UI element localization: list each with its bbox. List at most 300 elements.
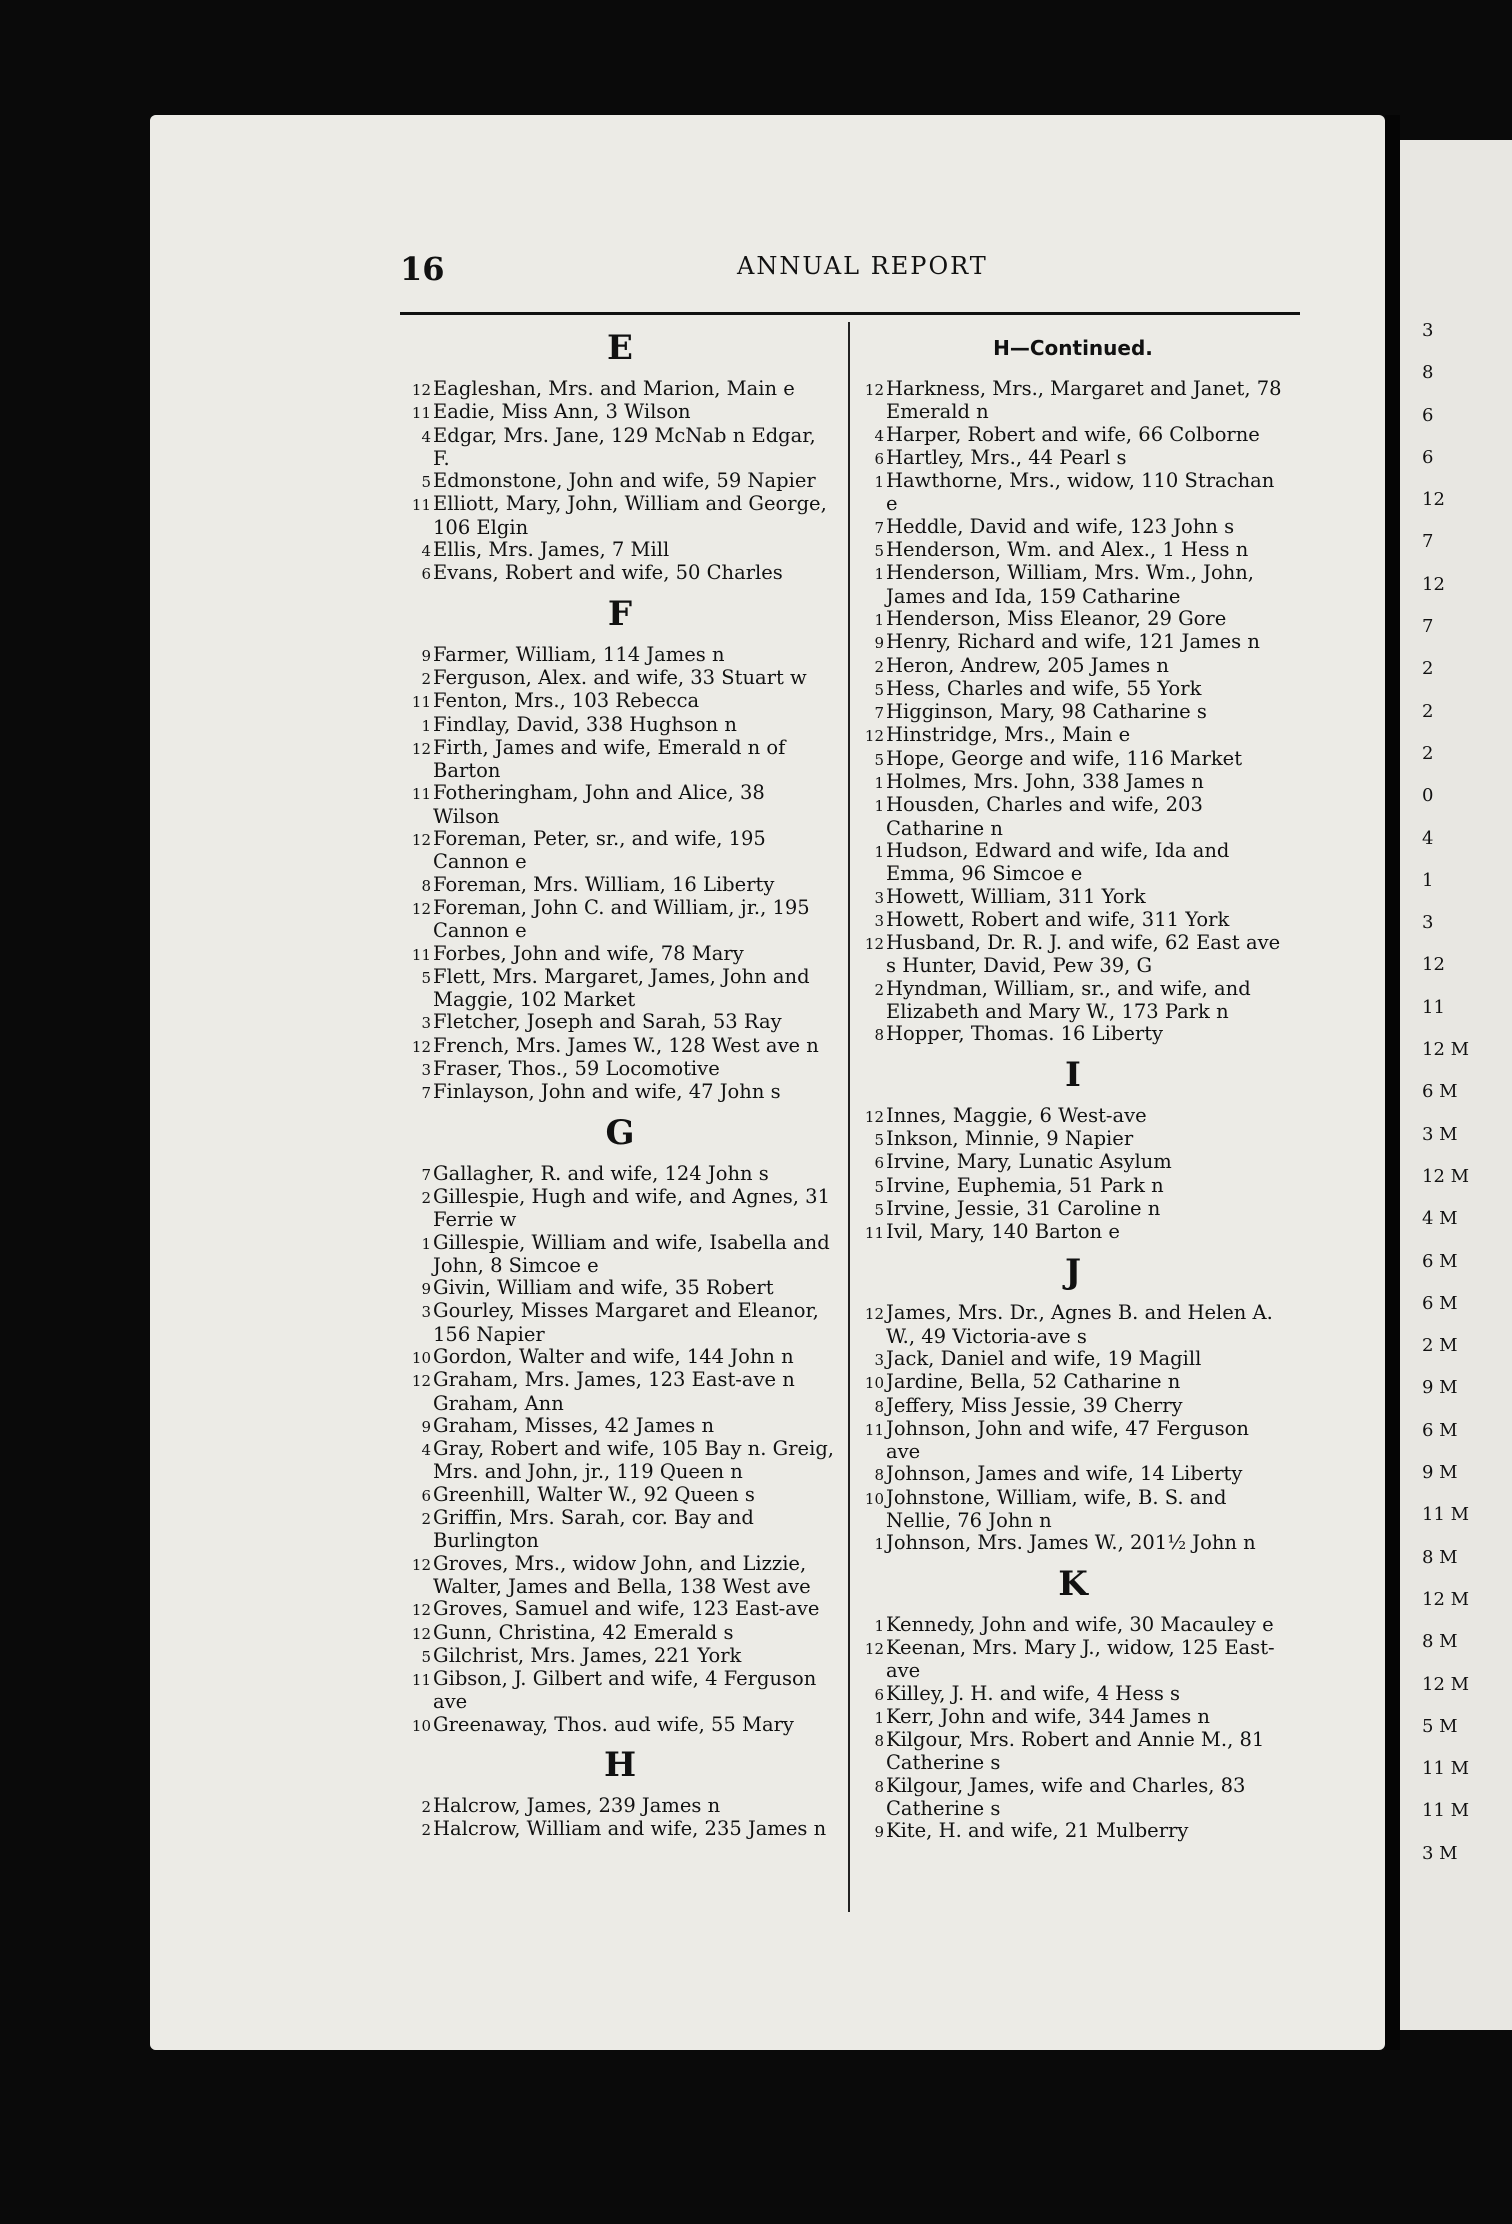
entry-district-number: 12 [411, 1372, 431, 1391]
directory-entry [858, 655, 1288, 678]
entry-text: Edmonstone, John and wife, 59 Napier [433, 469, 816, 493]
entry-text: Graham, Misses, 42 James n [433, 1413, 715, 1437]
entry-text: Johnson, Mrs. James W., 201½ John n [886, 1531, 1256, 1555]
edge-fragment: 2 [1422, 742, 1434, 764]
entry-text: Gordon, Walter and wife, 144 John n [433, 1344, 794, 1368]
entry-district-number: 10 [411, 1716, 431, 1735]
directory-entry [405, 470, 835, 493]
directory-entry [405, 539, 835, 562]
edge-fragment: 4 [1422, 827, 1434, 849]
directory-entry [405, 966, 835, 1012]
entry-text: Halcrow, William and wife, 235 James n [433, 1817, 827, 1841]
entry-district-number: 10 [411, 1348, 431, 1367]
entry-text: Edgar, Mrs. Jane, 129 McNab n Edgar, F. [433, 423, 816, 470]
section-letter: F [607, 593, 633, 634]
entry-district-number: 3 [874, 888, 884, 907]
entry-text: Givin, William and wife, 35 Robert [433, 1276, 774, 1300]
entry-district-number: 11 [411, 496, 431, 515]
directory-entry [858, 1463, 1288, 1486]
edge-fragment: 12 [1422, 489, 1445, 511]
directory-entry [405, 1300, 835, 1346]
entry-text: Hopper, Thomas. 16 Liberty [886, 1022, 1164, 1046]
directory-entry [405, 828, 835, 874]
directory-entry [858, 539, 1288, 562]
directory-entry [405, 1507, 835, 1553]
entry-district-number: 5 [874, 542, 884, 561]
edge-fragment: 11 [1422, 996, 1445, 1018]
entry-district-number: 6 [874, 1154, 884, 1173]
entry-district-number: 8 [874, 1026, 884, 1045]
entry-text: French, Mrs. James W., 128 West ave n [433, 1033, 819, 1057]
entry-district-number: 9 [874, 1823, 884, 1842]
directory-entry [405, 1714, 835, 1737]
entry-district-number: 9 [874, 634, 884, 653]
directory-entry [405, 874, 835, 897]
entry-district-number: 5 [421, 968, 431, 987]
directory-entry [858, 378, 1288, 424]
directory-entry [858, 1221, 1288, 1244]
entry-text: James, Mrs. Dr., Agnes B. and Helen A. W., 49 Victoria-ave s [886, 1301, 1273, 1348]
entry-district-number: 11 [411, 945, 431, 964]
directory-entry [405, 1232, 835, 1278]
entry-district-number: 5 [874, 750, 884, 769]
directory-entry [858, 1023, 1288, 1046]
entry-text: Innes, Maggie, 6 West-ave [886, 1103, 1147, 1127]
entry-text: Heddle, David and wife, 123 John s [886, 514, 1235, 538]
edge-fragment: 8 M [1422, 1631, 1458, 1653]
directory-entry [858, 724, 1288, 747]
edge-fragment: 3 M [1422, 1842, 1458, 1864]
entry-text: Harper, Robert and wife, 66 Colborne [886, 422, 1260, 446]
edge-fragment: 11 M [1422, 1800, 1470, 1822]
entry-district-number: 7 [421, 1084, 431, 1103]
directory-entry [405, 425, 835, 471]
entry-text: Gray, Robert and wife, 105 Bay n. Greig, Mrs. and John, jr., 119 Queen n [433, 1437, 834, 1484]
directory-entry [405, 714, 835, 737]
directory-entry [405, 1011, 835, 1034]
directory-entry [858, 1706, 1288, 1729]
edge-fragment: 6 M [1422, 1292, 1458, 1314]
entry-district-number: 12 [864, 1107, 884, 1126]
entry-text: Fletcher, Joseph and Sarah, 53 Ray [433, 1010, 782, 1034]
directory-entry [858, 470, 1288, 516]
directory-entry [858, 1532, 1288, 1555]
directory-entry [858, 1105, 1288, 1128]
entry-district-number: 6 [874, 1685, 884, 1704]
entry-district-number: 1 [874, 1535, 884, 1554]
entry-text: Kennedy, John and wife, 30 Macauley e [886, 1612, 1274, 1636]
entry-text: Ferguson, Alex. and wife, 33 Stuart w [433, 665, 807, 689]
entry-text: Forbes, John and wife, 78 Mary [433, 941, 744, 965]
entry-text: Irvine, Mary, Lunatic Asylum [886, 1150, 1172, 1174]
entry-text: Jardine, Bella, 52 Catharine n [886, 1370, 1181, 1394]
directory-entry [405, 1438, 835, 1484]
entry-district-number: 8 [874, 1397, 884, 1416]
entry-district-number: 10 [864, 1489, 884, 1508]
entry-district-number: 1 [874, 1708, 884, 1727]
directory-entry [858, 748, 1288, 771]
directory-entry [858, 1683, 1288, 1706]
directory-entry [858, 1302, 1288, 1348]
entry-text: Harkness, Mrs., Margaret and Janet, 78 Emerald n [886, 377, 1282, 424]
directory-entry [405, 943, 835, 966]
entry-text: Finlayson, John and wife, 47 John s [433, 1080, 781, 1104]
entry-district-number: 11 [411, 693, 431, 712]
entry-text: Henderson, Miss Eleanor, 29 Gore [886, 606, 1227, 630]
directory-entry [858, 1348, 1288, 1371]
entry-text: Gibson, J. Gilbert and wife, 4 Ferguson ave [433, 1667, 817, 1714]
directory-entry [858, 678, 1288, 701]
entry-district-number: 6 [874, 449, 884, 468]
directory-entry [405, 1795, 835, 1818]
entry-text: Groves, Mrs., widow John, and Lizzie, Walter, James and Bella, 138 West ave [433, 1551, 811, 1598]
entry-text: Ivil, Mary, 140 Barton e [886, 1220, 1120, 1244]
edge-fragment: 12 M [1422, 1588, 1470, 1610]
edge-fragment: 3 [1422, 912, 1434, 934]
edge-fragment: 9 M [1422, 1462, 1458, 1484]
entry-text: Eadie, Miss Ann, 3 Wilson [433, 400, 691, 424]
header-rule [400, 312, 1300, 315]
entry-text: Irvine, Jessie, 31 Caroline n [886, 1196, 1161, 1220]
entry-district-number: 1 [874, 610, 884, 629]
directory-entry [405, 1058, 835, 1081]
entry-district-number: 8 [874, 1732, 884, 1751]
edge-fragment: 9 M [1422, 1377, 1458, 1399]
edge-fragment: 2 [1422, 658, 1434, 680]
entry-text: Fotheringham, John and Alice, 38 Wilson [433, 781, 765, 828]
entry-district-number: 12 [864, 1639, 884, 1658]
entry-district-number: 10 [864, 1374, 884, 1393]
entry-text: Hudson, Edward and wife, Ida and Emma, 96 Simcoe e [886, 838, 1230, 886]
edge-fragment: 1 [1422, 869, 1434, 891]
entry-district-number: 5 [421, 1647, 431, 1666]
section-letter: H [603, 1745, 637, 1786]
entry-district-number: 2 [421, 1510, 431, 1529]
edge-fragment: 12 M [1422, 1039, 1470, 1061]
entry-text: Heron, Andrew, 205 James n [886, 653, 1169, 677]
directory-entry [405, 401, 835, 424]
directory-entry [405, 1163, 835, 1186]
directory-entry [858, 771, 1288, 794]
entry-district-number: 12 [411, 831, 431, 850]
edge-fragment: 3 M [1422, 1123, 1458, 1145]
entry-text: Foreman, John C. and William, jr., 195 Cannon e [433, 895, 810, 943]
directory-entry [405, 897, 835, 943]
directory-entry [858, 424, 1288, 447]
edge-fragment: 7 [1422, 531, 1434, 553]
entry-district-number: 2 [421, 1821, 431, 1840]
entry-district-number: 3 [421, 1061, 431, 1080]
entry-district-number: 12 [411, 1037, 431, 1056]
edge-fragment: 12 M [1422, 1673, 1470, 1695]
directory-entry [858, 886, 1288, 909]
entry-text: Hyndman, William, sr., and wife, and Elizabeth and Mary W., 173 Park n [886, 976, 1251, 1024]
directory-entry [858, 1614, 1288, 1637]
entry-text: Irvine, Euphemia, 51 Park n [886, 1173, 1164, 1197]
directory-entry [858, 701, 1288, 724]
entry-district-number: 12 [411, 1624, 431, 1643]
edge-fragment: 4 M [1422, 1208, 1458, 1230]
entry-text: Graham, Mrs. James, 123 East-ave n Graham, Ann [433, 1368, 795, 1415]
entry-text: Gourley, Misses Margaret and Eleanor, 156 Napier [433, 1299, 819, 1346]
entry-text: Farmer, William, 114 James n [433, 642, 725, 666]
continued-heading: H—Continued. [993, 336, 1153, 360]
entry-text: Elliott, Mary, John, William and George, 106 Elgin [433, 492, 827, 539]
directory-entry [858, 1175, 1288, 1198]
entry-text: Kilgour, James, wife and Charles, 83 Catherine s [886, 1773, 1246, 1821]
directory-entry [405, 378, 835, 401]
edge-fragment: 6 [1422, 404, 1434, 426]
entry-district-number: 7 [421, 1165, 431, 1184]
entry-district-number: 2 [421, 1188, 431, 1207]
entry-text: Hope, George and wife, 116 Market [886, 746, 1243, 770]
entry-district-number: 3 [874, 911, 884, 930]
edge-fragment: 6 M [1422, 1081, 1458, 1103]
section-letter: G [605, 1112, 635, 1153]
entry-district-number: 11 [411, 785, 431, 804]
section-letter: K [1058, 1563, 1088, 1604]
entry-text: Kite, H. and wife, 21 Mulberry [886, 1819, 1189, 1843]
entry-text: Findlay, David, 338 Hughson n [433, 712, 737, 736]
directory-entry [858, 516, 1288, 539]
edge-fragment: 7 [1422, 616, 1434, 638]
entry-district-number: 8 [874, 1466, 884, 1485]
directory-entry [858, 1395, 1288, 1418]
entry-text: Killey, J. H. and wife, 4 Hess s [886, 1681, 1181, 1705]
entry-district-number: 5 [874, 1177, 884, 1196]
entry-text: Halcrow, James, 239 James n [433, 1794, 721, 1818]
directory-entry [405, 1369, 835, 1415]
entry-district-number: 5 [421, 473, 431, 492]
entry-district-number: 5 [874, 1200, 884, 1219]
directory-entry [858, 978, 1288, 1024]
edge-fragment: 2 M [1422, 1335, 1458, 1357]
entry-text: Ellis, Mrs. James, 7 Mill [433, 538, 670, 562]
entry-text: Gunn, Christina, 42 Emerald s [433, 1620, 734, 1644]
entry-district-number: 2 [421, 669, 431, 688]
section-letter: E [607, 328, 633, 368]
entry-text: Fenton, Mrs., 103 Rebecca [433, 689, 700, 713]
entry-district-number: 4 [421, 427, 431, 446]
directory-entry [858, 1729, 1288, 1775]
directory-entry [405, 1818, 835, 1841]
entry-district-number: 12 [864, 935, 884, 954]
entry-district-number: 8 [874, 1777, 884, 1796]
entry-text: Jeffery, Miss Jessie, 39 Cherry [886, 1393, 1183, 1417]
edge-fragment: 12 [1422, 573, 1445, 595]
entry-text: Gillespie, Hugh and wife, and Agnes, 31 Ferrie w [433, 1184, 830, 1232]
entry-text: Gillespie, William and wife, Isabella and John, 8 Simcoe e [433, 1230, 830, 1277]
edge-fragment: 11 M [1422, 1504, 1470, 1526]
directory-entry [405, 1277, 835, 1300]
entry-text: Hess, Charles and wife, 55 York [886, 676, 1202, 700]
entry-text: Henry, Richard and wife, 121 James n [886, 630, 1260, 654]
entry-district-number: 1 [874, 774, 884, 793]
entry-district-number: 1 [874, 1616, 884, 1635]
entry-text: Jack, Daniel and wife, 19 Magill [886, 1346, 1202, 1370]
directory-entry [858, 1371, 1288, 1394]
directory-entry [858, 932, 1288, 978]
entry-text: Henderson, William, Mrs. Wm., John, James and Ida, 159 Catharine [886, 561, 1255, 608]
edge-fragment: 6 M [1422, 1419, 1458, 1441]
section-letter: J [1064, 1252, 1082, 1293]
directory-entry [405, 667, 835, 690]
entry-district-number: 6 [421, 565, 431, 584]
directory-entry [858, 840, 1288, 886]
directory-entry [858, 1820, 1288, 1843]
entry-text: Eagleshan, Mrs. and Marion, Main e [433, 377, 795, 400]
entry-district-number: 1 [874, 473, 884, 492]
entry-district-number: 11 [864, 1224, 884, 1243]
entry-district-number: 12 [411, 1555, 431, 1574]
directory-entry [405, 1081, 835, 1104]
entry-text: Gilchrist, Mrs. James, 221 York [433, 1643, 742, 1667]
entry-text: Johnson, John and wife, 47 Ferguson ave [886, 1416, 1249, 1464]
entry-district-number: 2 [421, 1798, 431, 1817]
directory-entry [405, 1553, 835, 1599]
entry-text: Hinstridge, Mrs., Main e [886, 723, 1131, 747]
entry-text: Flett, Mrs. Margaret, James, John and Maggie, 102 Market [433, 964, 810, 1012]
directory-entry [405, 737, 835, 783]
directory-entry [405, 562, 835, 585]
directory-entry [405, 690, 835, 713]
edge-fragment: 6 M [1422, 1250, 1458, 1272]
entry-text: Kilgour, Mrs. Robert and Annie M., 81 Catherine s [886, 1728, 1265, 1775]
edge-fragment: 5 M [1422, 1715, 1458, 1737]
directory-entry [405, 782, 835, 828]
directory-entry [405, 1622, 835, 1645]
entry-district-number: 3 [421, 1303, 431, 1322]
directory-entry [405, 1484, 835, 1507]
directory-entry [405, 1035, 835, 1058]
book-gutter [1385, 115, 1400, 2050]
directory-entry [858, 1198, 1288, 1221]
facing-page-edge-text [1422, 320, 1512, 1885]
entry-district-number: 11 [411, 404, 431, 423]
directory-entry [858, 608, 1288, 631]
entry-district-number: 12 [864, 1305, 884, 1324]
edge-fragment: 0 [1422, 785, 1434, 807]
entry-text: Foreman, Peter, sr., and wife, 195 Cannon e [433, 827, 766, 874]
entry-text: Hartley, Mrs., 44 Pearl s [886, 445, 1127, 469]
entry-text: Johnstone, William, wife, B. S. and Nellie, 76 John n [886, 1485, 1227, 1533]
directory-entry [405, 1415, 835, 1438]
entry-district-number: 12 [411, 739, 431, 758]
directory-entry [405, 1186, 835, 1232]
entry-text: Foreman, Mrs. William, 16 Liberty [433, 872, 775, 896]
entry-district-number: 9 [421, 1280, 431, 1299]
running-title: ANNUAL REPORT [737, 252, 988, 280]
directory-entry [858, 447, 1288, 470]
entry-text: Greenaway, Thos. aud wife, 55 Mary [433, 1712, 794, 1736]
entry-district-number: 6 [421, 1486, 431, 1505]
directory-entry [858, 1775, 1288, 1821]
entry-text: Housden, Charles and wife, 203 Catharine n [886, 793, 1203, 840]
entry-text: Evans, Robert and wife, 50 Charles [433, 561, 783, 585]
edge-fragment: 11 M [1422, 1758, 1470, 1780]
entry-district-number: 11 [411, 1671, 431, 1690]
entry-text: Howett, Robert and wife, 311 York [886, 907, 1230, 931]
entry-text: Johnson, James and wife, 14 Liberty [886, 1462, 1243, 1486]
entry-district-number: 1 [421, 716, 431, 735]
entry-district-number: 12 [411, 381, 431, 399]
entry-district-number: 1 [874, 842, 884, 861]
entry-text: Holmes, Mrs. John, 338 James n [886, 770, 1204, 794]
entry-district-number: 2 [874, 657, 884, 676]
entry-district-number: 11 [864, 1420, 884, 1439]
entry-district-number: 2 [874, 980, 884, 999]
edge-fragment: 2 [1422, 700, 1434, 722]
directory-entry [405, 1346, 835, 1369]
entry-district-number: 1 [874, 797, 884, 816]
entry-district-number: 1 [874, 565, 884, 584]
entry-text: Higginson, Mary, 98 Catharine s [886, 700, 1207, 724]
entry-text: Keenan, Mrs. Mary J., widow, 125 East-ave [886, 1635, 1275, 1683]
entry-text: Fraser, Thos., 59 Locomotive [433, 1057, 720, 1081]
entry-district-number: 12 [411, 899, 431, 918]
edge-fragment: 12 M [1422, 1165, 1470, 1187]
directory-entry [405, 493, 835, 539]
entry-district-number: 7 [874, 518, 884, 537]
directory-entry [858, 1487, 1288, 1533]
directory-entry [858, 1637, 1288, 1683]
directory-entry [858, 1418, 1288, 1464]
section-letter: I [1065, 1054, 1081, 1095]
left-column [405, 320, 835, 1842]
entry-district-number: 9 [421, 646, 431, 665]
directory-entry [858, 631, 1288, 654]
entry-district-number: 4 [874, 426, 884, 445]
directory-entry [858, 562, 1288, 608]
right-column [858, 320, 1288, 1844]
directory-entry [405, 644, 835, 667]
entry-district-number: 3 [874, 1350, 884, 1369]
edge-fragment: 6 [1422, 446, 1434, 468]
entry-text: Inkson, Minnie, 9 Napier [886, 1126, 1134, 1150]
entry-district-number: 7 [874, 704, 884, 723]
entry-district-number: 1 [421, 1234, 431, 1253]
directory-entry [405, 1645, 835, 1668]
entry-district-number: 9 [421, 1417, 431, 1436]
entry-text: Howett, William, 311 York [886, 884, 1146, 908]
entry-text: Firth, James and wife, Emerald n of Barton [433, 735, 786, 783]
edge-fragment: 8 [1422, 362, 1434, 384]
entry-district-number: 4 [421, 1441, 431, 1460]
entry-district-number: 3 [421, 1014, 431, 1033]
edge-fragment: 3 [1422, 320, 1434, 341]
column-divider [848, 322, 850, 1912]
directory-entry [405, 1598, 835, 1621]
entry-text: Kerr, John and wife, 344 James n [886, 1704, 1210, 1728]
entry-text: Greenhill, Walter W., 92 Queen s [433, 1482, 755, 1506]
directory-entry [858, 909, 1288, 932]
entry-text: Henderson, Wm. and Alex., 1 Hess n [886, 538, 1249, 562]
entry-text: Gallagher, R. and wife, 124 John s [433, 1161, 769, 1185]
entry-text: Griffin, Mrs. Sarah, cor. Bay and Burlington [433, 1506, 754, 1553]
entry-district-number: 5 [874, 680, 884, 699]
entry-district-number: 12 [864, 727, 884, 746]
entry-text: Groves, Samuel and wife, 123 East-ave [433, 1597, 820, 1621]
entry-district-number: 12 [411, 1601, 431, 1620]
entry-district-number: 12 [864, 381, 884, 399]
entry-district-number: 5 [874, 1130, 884, 1149]
directory-entry [858, 1151, 1288, 1174]
page-number: 16 [400, 250, 445, 288]
edge-fragment: 8 M [1422, 1546, 1458, 1568]
entry-text: Hawthorne, Mrs., widow, 110 Strachan e [886, 469, 1275, 516]
directory-entry [405, 1668, 835, 1714]
directory-entry [858, 794, 1288, 840]
